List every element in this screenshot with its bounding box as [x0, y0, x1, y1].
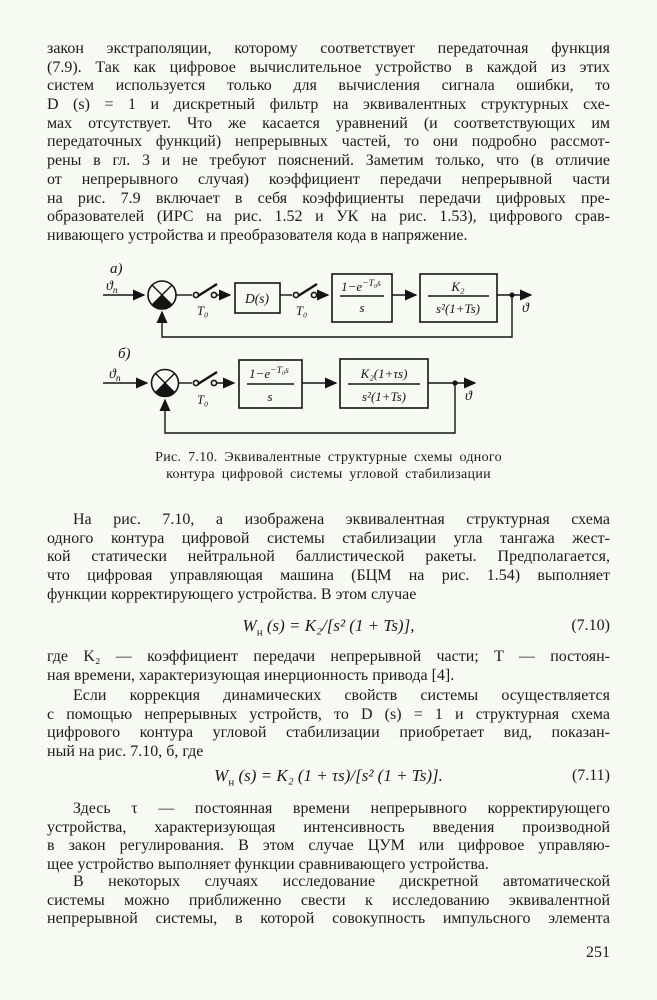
text-line: D (s) = 1 и дискретный фильтр на эквивалентных структурных схе- [47, 96, 610, 114]
text-line: закон экстраполяции, которому соответствует передаточная функция [47, 40, 610, 57]
text-line: Здесь τ — постоянная времени непрерывного корректирующего [73, 800, 610, 817]
transfer-block-ds [235, 283, 280, 313]
output-signal-label: ϑ [465, 389, 472, 404]
svg-text:s²(1+Ts): s²(1+Ts) [362, 389, 406, 404]
figure-caption [47, 449, 610, 483]
text-line: нивающего устройства и преобразователя кода в напряжение. [47, 226, 468, 244]
text-line: функции корректирующего устройства. В этом случае [47, 585, 417, 603]
text-line: мах отсутствует. Что же касается уравнений (и соответствующих им [47, 114, 610, 132]
input-signal-label: $ϑ_п$ [106, 279, 118, 296]
text-line: от непрерывного случая) коэффициент передачи непрерывной части [47, 170, 610, 188]
sampling-period-label: T₀ [197, 393, 209, 407]
sampler-switch [280, 284, 317, 318]
output-signal-label: ϑ [522, 301, 529, 316]
equation-body: $W_н$ (s) = K₂/[s² (1 + Ts)], [242, 616, 415, 639]
caption-line: Рис. 7.10. Эквивалентные структурные схемы одного [155, 450, 502, 465]
diagram-b-label: б) [118, 346, 131, 362]
text-line: что цифровая управляющая машина (БЦМ на рис. 1.54) выполняет [47, 567, 610, 585]
svg-text:s: s [359, 300, 365, 315]
diagram-a-label: а) [110, 261, 123, 277]
svg-text:D(s): D(s) [245, 291, 269, 306]
transfer-block-hold [239, 360, 302, 408]
text-line: кой статически нейтральной баллистической ракеты. Предполагается, [47, 548, 610, 566]
summing-junction [148, 281, 176, 309]
text-line: На рис. 7.10, а изображена эквивалентная структурная схема [73, 511, 610, 528]
text-line: рены в гл. 3 и не требуют пояснений. Заметим только, что (в отличие [47, 152, 610, 170]
text-line: где K₂ — коэффициент передачи непрерывной части; T — постоян- [47, 648, 610, 665]
diagram-a [103, 261, 531, 337]
text-line: устройства, характеризующая интенсивность введения производной [47, 818, 610, 836]
text-line: щее устройство выполняет функции сравнивающего устройства. [47, 856, 489, 874]
svg-text:s: s [267, 389, 273, 404]
paragraph-5 [47, 800, 610, 875]
text-line: цифрового контура угловой стабилизации приобретает вид, показан- [47, 724, 610, 742]
sampling-period-label: T₀ [296, 304, 308, 318]
text-line: В некоторых случаях исследование дискретной автоматической [73, 873, 610, 890]
text-line: системы можно приближенно свести к исследованию эквивалентной [47, 891, 610, 909]
svg-text:K₂: K₂ [451, 279, 465, 294]
equation-7-11 [47, 766, 610, 790]
paragraph-4 [47, 687, 610, 762]
svg-text:s²(1+Ts): s²(1+Ts) [436, 301, 480, 316]
equation-number: (7.11) [571, 767, 610, 784]
svg-text:K₂(1+τs): K₂(1+τs) [360, 366, 408, 381]
text-line: систем используется только для вычисления сигнала ошибки, то [47, 77, 610, 95]
text-line: на рис. 7.9 включает в себя коэффициенты передачи цифровых пре- [47, 189, 610, 207]
paragraph-6 [47, 873, 610, 929]
paragraph-1 [47, 40, 610, 246]
paragraph-2 [47, 511, 610, 604]
text-line: в закон регулирования. В этом случае ЦУМ или цифровое управляю- [47, 837, 610, 855]
sampling-period-label: T₀ [197, 304, 209, 318]
figure-7-10-diagram [0, 253, 657, 445]
equation-number: (7.10) [571, 617, 610, 634]
text-line: передаточных функций) непрерывных частей, то они подробно рассмот- [47, 133, 610, 151]
transfer-block-plant [340, 359, 428, 408]
sampler-switch [179, 372, 218, 407]
input-signal-label: $ϑ_п$ [109, 367, 121, 384]
page-number: 251 [586, 944, 610, 961]
svg-text:1−e−T₀s: $1-e^{-T_0s}$ [341, 279, 381, 294]
transfer-block-plant [420, 274, 497, 322]
transfer-block-hold [332, 274, 392, 322]
text-line: Если коррекция динамических свойств системы осуществляется [73, 687, 610, 704]
caption-line: контура цифровой системы угловой стабилизации [166, 467, 491, 482]
paragraph-3 [47, 648, 610, 685]
equation-7-10 [47, 616, 610, 640]
text-line: с помощью непрерывных устройств, то D (s) = 1 и структурная схема [47, 705, 610, 723]
equation-body: $W_н$ (s) = K₂ (1 + τs)/[s² (1 + Ts)]. [214, 766, 443, 789]
sampler-switch [176, 284, 217, 318]
text-line: (7.9). Так как цифровое вычислительное устройство в каждой из этих [47, 58, 610, 76]
text-line: ный на рис. 7.10, б, где [47, 743, 204, 761]
text-line: образователей (ИРС на рис. 1.52 и УК на рис. 1.53), цифрового срав- [47, 208, 610, 226]
text-line: непрерывной системы, в которой совокупность импульсного элемента [47, 910, 610, 928]
svg-text:1−e−T₀s: $1-e^{-T_0s}$ [249, 366, 289, 381]
diagram-b [103, 346, 475, 433]
text-line: ная времени, характеризующая инерционность привода [4]. [47, 666, 455, 684]
text-line: одного контура цифровой системы стабилизации угла тангажа жест- [47, 529, 610, 547]
summing-junction [152, 370, 179, 397]
